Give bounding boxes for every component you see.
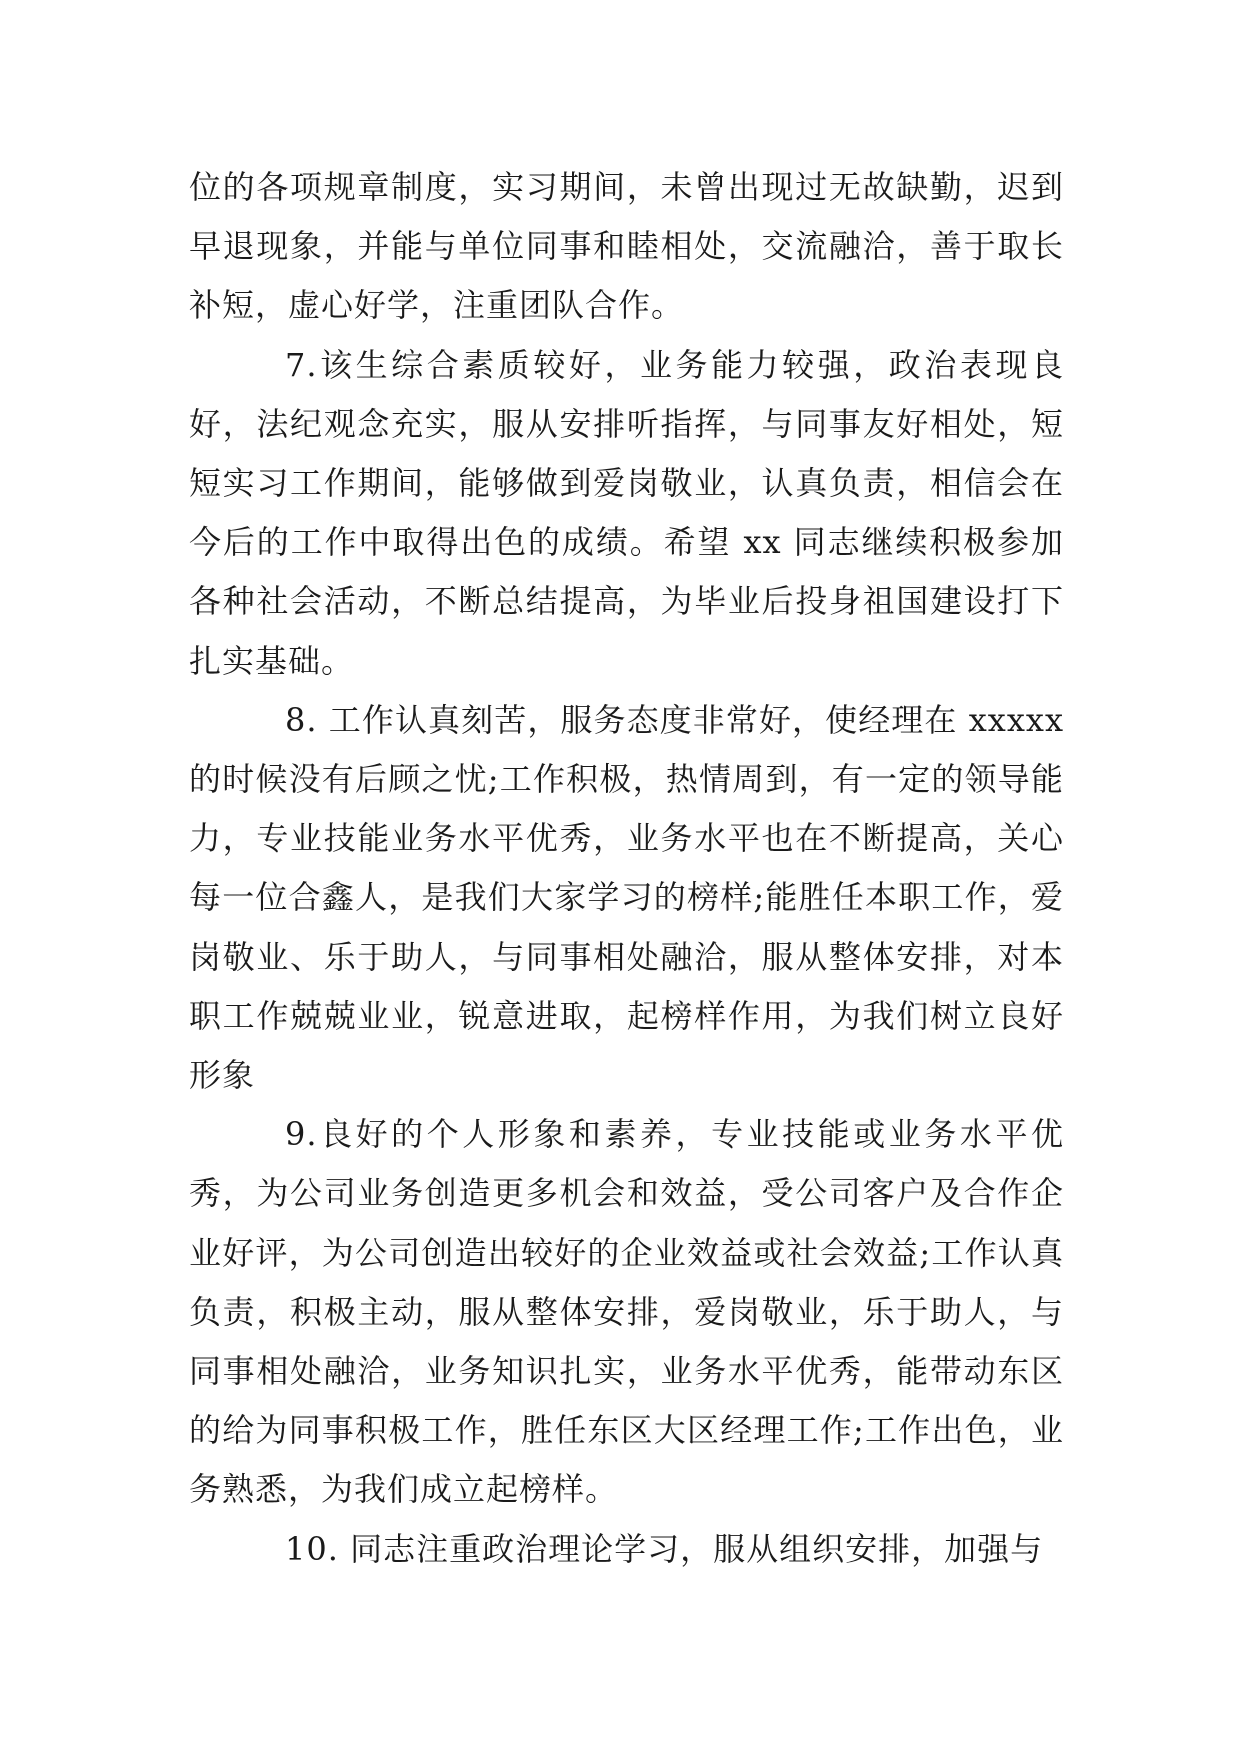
paragraph-continuation	[189, 158, 1064, 336]
document-body	[189, 158, 1064, 1579]
item-number: 7.	[285, 345, 318, 384]
paragraph-item-10	[189, 1520, 1064, 1579]
paragraph-item-7	[189, 336, 1064, 691]
paragraph-text: 位的各项规章制度，实习期间，未曾出现过无故缺勤，迟到早退现象，并能与单位同事和睦相处，交流融洽，善于取长补短，虚心好学，注重团队合作。	[189, 168, 1064, 325]
paragraph-text: 该生综合素质较好，业务能力较强，政治表现良好，法纪观念充实，服从安排听指挥，与同事友好相处，短短实习工作期间，能够做到爱岗敬业，认真负责，相信会在今后的工作中取得出色的成绩。希望 xx 同志继续积极参加各种社会活动，不断总结提高，为毕业后投身祖国建设打下扎实基础。	[189, 345, 1064, 680]
paragraph-text: 同志注重政治理论学习，服从组织安排，加强与	[338, 1529, 1044, 1568]
paragraph-text: 工作认真刻苦，服务态度非常好，使经理在 xxxxx 的时候没有后顾之忧;工作积极，热情周到，有一定的领导能力，专业技能业务水平优秀，业务水平也在不断提高，关心每一位合鑫人，是我们大家学习的榜样;能胜任本职工作，爱岗敬业、乐于助人，与同事相处融洽，服从整体安排，对本职工作兢兢业业，锐意进取，起榜样作用，为我们树立良好形象	[189, 700, 1064, 1095]
paragraph-item-8	[189, 691, 1064, 1105]
paragraph-text: 良好的个人形象和素养，专业技能或业务水平优秀，为公司业务创造更多机会和效益，受公司客户及合作企业好评，为公司创造出较好的企业效益或社会效益;工作认真负责，积极主动，服从整体安排，爱岗敬业，乐于助人，与同事相处融洽，业务知识扎实，业务水平优秀，能带动东区的给为同事积极工作，胜任东区大区经理工作;工作出色，业务熟悉，为我们成立起榜样。	[189, 1115, 1064, 1509]
item-number: 10.	[285, 1529, 339, 1568]
paragraph-item-9	[189, 1105, 1064, 1519]
item-number: 9.	[285, 1115, 318, 1154]
item-number: 8.	[285, 700, 318, 739]
